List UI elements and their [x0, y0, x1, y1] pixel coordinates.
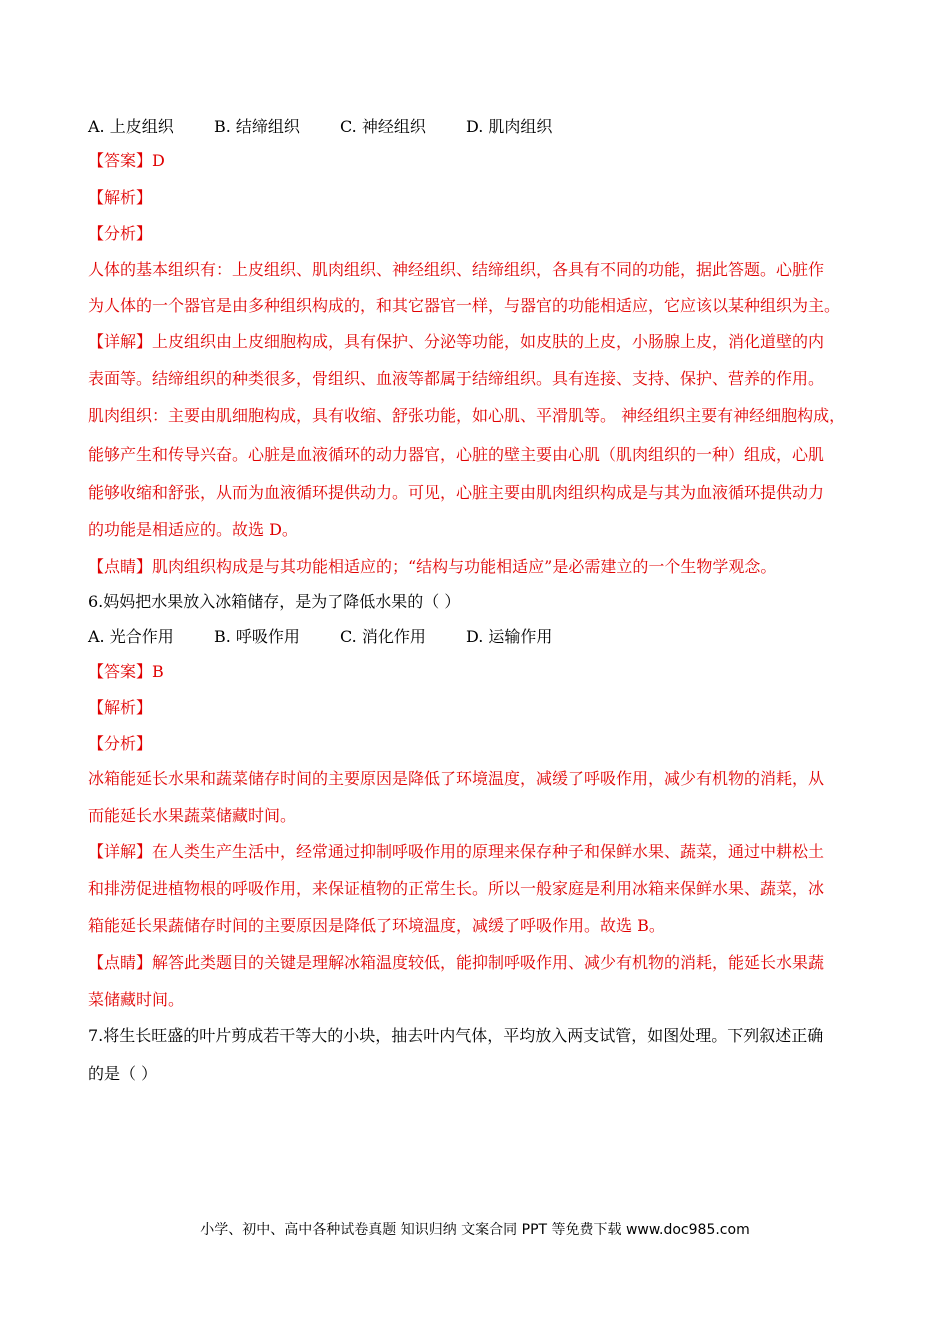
- q5-fenxi-line: 人体的基本组织有：上皮组织、肌肉组织、神经组织、结缔组织，各具有不同的功能，据此答题。心脏作: [88, 260, 825, 279]
- page-footer: 小学、初中、高中各种试卷真题 知识归纳 文案合同 PPT 等免费下载 www.doc985.com: [200, 1222, 750, 1238]
- q6-answer: 【答案】B: [88, 662, 164, 681]
- q5-detail-line: 肌肉组织：主要由肌细胞构成，具有收缩、舒张功能，如心肌、平滑肌等。 神经组织主要有神经细胞构成，: [88, 406, 846, 425]
- q5-detail-line: 的功能是相适应的。故选 D。: [88, 520, 298, 539]
- q6-detail-line: 和排涝促进植物根的呼吸作用，来保证植物的正常生长。所以一般家庭是利用冰箱来保鲜水果、蔬菜，冰: [88, 879, 825, 898]
- q5-option-c: C. 神经组织: [340, 117, 426, 136]
- q5-fenxi-label: 【分析】: [88, 224, 153, 243]
- q6-options: [88, 626, 552, 648]
- q5-fenxi-line: 为人体的一个器官是由多种组织构成的，和其它器官一样，与器官的功能相适应，它应该以某种组织为主。: [88, 296, 841, 315]
- q5-detail-line: 【详解】上皮组织由上皮细胞构成，具有保护、分泌等功能，如皮肤的上皮，小肠腺上皮，消化道壁的内: [88, 332, 825, 351]
- q6-detail-line: 【详解】在人类生产生活中，经常通过抑制呼吸作用的原理来保存种子和保鲜水果、蔬菜，通过中耕松土: [88, 842, 825, 861]
- q5-option-b: B. 结缔组织: [214, 117, 300, 136]
- q6-dianjing-line: 菜储藏时间。: [88, 990, 185, 1009]
- q5-dianjing: 【点睛】肌肉组织构成是与其功能相适应的；“结构与功能相适应”是必需建立的一个生物学观念。: [88, 557, 777, 576]
- q6-option-d: D. 运输作用: [466, 627, 553, 646]
- q7-question-line: 的是（ ）: [88, 1064, 158, 1083]
- q5-options: [88, 116, 552, 138]
- q6-fenxi-line: 冰箱能延长水果和蔬菜储存时间的主要原因是降低了环境温度，减缓了呼吸作用，减少有机物的消耗，从: [88, 769, 825, 788]
- q5-answer: 【答案】D: [88, 151, 165, 170]
- q5-option-d: D. 肌肉组织: [466, 117, 553, 136]
- q5-detail-line: 表面等。结缔组织的种类很多，骨组织、血液等都属于结缔组织。具有连接、支持、保护、营养的作用。: [88, 369, 825, 388]
- q6-dianjing-line: 【点睛】解答此类题目的关键是理解冰箱温度较低，能抑制呼吸作用、减少有机物的消耗，能延长水果蔬: [88, 953, 825, 972]
- q5-detail-line: 能够产生和传导兴奋。心脏是血液循环的动力器官，心脏的壁主要由心肌（肌肉组织的一种）组成，心肌: [88, 445, 825, 464]
- q6-option-a: A. 光合作用: [88, 627, 174, 646]
- q6-fenxi-label: 【分析】: [88, 734, 153, 753]
- q6-question: 6.妈妈把水果放入冰箱储存，是为了降低水果的（ ）: [88, 592, 461, 611]
- q5-jiexi-label: 【解析】: [88, 188, 153, 207]
- q6-option-b: B. 呼吸作用: [214, 627, 300, 646]
- q6-detail-line: 箱能延长果蔬储存时间的主要原因是降低了环境温度，减缓了呼吸作用。故选 B。: [88, 916, 665, 935]
- q6-option-c: C. 消化作用: [340, 627, 426, 646]
- q6-jiexi-label: 【解析】: [88, 698, 153, 717]
- q5-detail-line: 能够收缩和舒张，从而为血液循环提供动力。可见，心脏主要由肌肉组织构成是与其为血液循环提供动力: [88, 483, 825, 502]
- q7-question-line: 7.将生长旺盛的叶片剪成若干等大的小块，抽去叶内气体，平均放入两支试管，如图处理。下列叙述正确: [88, 1026, 824, 1045]
- q5-option-a: A. 上皮组织: [88, 117, 174, 136]
- q6-fenxi-line: 而能延长水果蔬菜储藏时间。: [88, 806, 297, 825]
